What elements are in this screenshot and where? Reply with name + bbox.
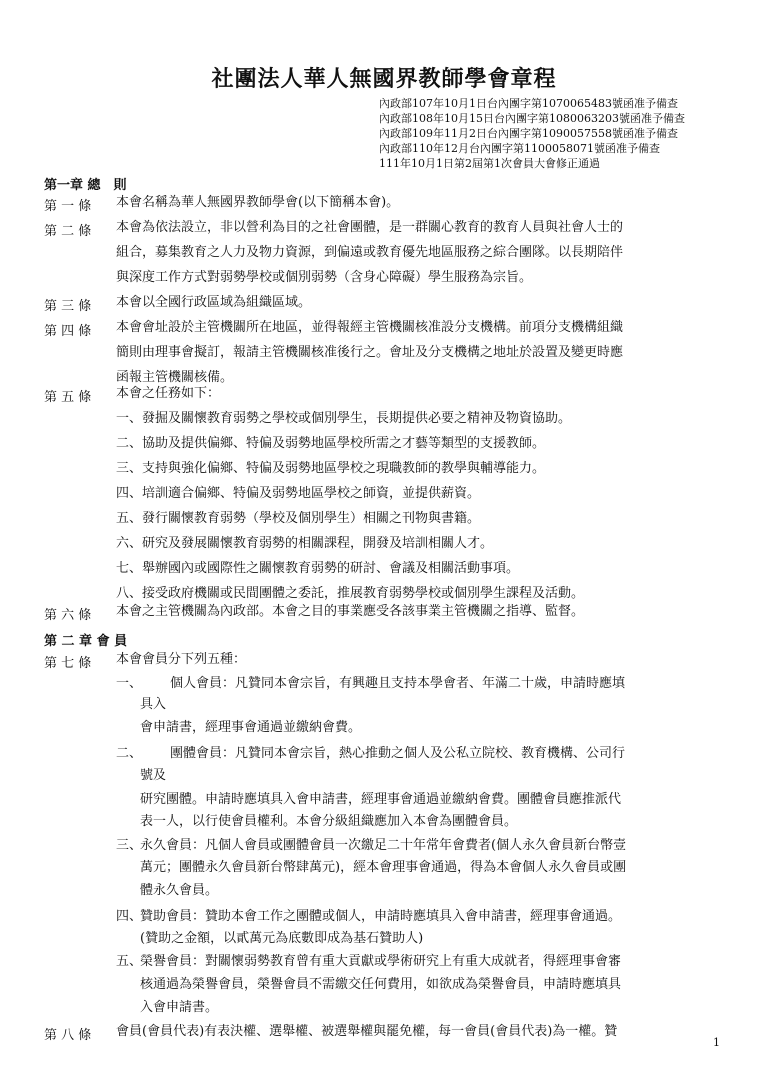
task-item: 一、發掘及關懷教育弱勢之學校或個別學生，長期提供必要之精神及物資協助。 xyxy=(116,411,572,426)
member-type-number: 四、 xyxy=(116,909,143,924)
member-type-text: 會申請書，經理事會通過並繳納會費。 xyxy=(140,720,362,735)
member-type-text: 榮譽會員：對關懷弱勢教育曾有重大貢獻或學術研究上有重大成就者，得經理事會審 xyxy=(140,954,622,969)
chapter-heading: 第一章 總 則 xyxy=(44,178,127,193)
article-text: 本會為依法設立，非以營利為目的之社會團體，是一群關心教育的教育人員與社會人士的 xyxy=(116,220,624,235)
article-label: 第 三 條 xyxy=(44,299,92,314)
member-type-text: 入會申請書。 xyxy=(140,1000,219,1015)
task-item: 五、發行關懷教育弱勢（學校及個別學生）相關之刊物與書籍。 xyxy=(116,511,481,526)
task-item: 六、研究及發展關懷教育弱勢的相關課程，開發及培訓相關人才。 xyxy=(116,536,494,551)
article-text: 本會之主管機關為內政部。本會之目的事業應受各該事業主管機關之指導、監督。 xyxy=(116,604,585,619)
task-item: 七、舉辦國內或國際性之關懷教育弱勢的研討、會議及相關活動事項。 xyxy=(116,561,520,576)
chapter-heading: 第 二 章 會 員 xyxy=(44,634,128,649)
member-type-text: 具入 xyxy=(140,697,167,712)
article-label: 第 四 條 xyxy=(44,324,92,339)
member-type-text: 萬元；團體永久會員新台幣肆萬元)，經本會理事會通過，得為本會個人永久會員或團 xyxy=(140,860,627,875)
article-text: 本會之任務如下： xyxy=(116,386,221,401)
member-type-number: 五、 xyxy=(116,954,143,969)
amendment-line: 內政部107年10月1日台內團字第1070065483號函准予備查 xyxy=(379,97,678,110)
article-label: 第 二 條 xyxy=(44,224,92,239)
member-type-number: 一、 xyxy=(116,676,143,691)
amendment-line: 內政部108年10月15日台內團字第1080063203號函准予備查 xyxy=(379,112,685,125)
member-type-number: 三、 xyxy=(116,838,143,853)
article-text: 會員(會員代表)有表決權、選舉權、被選舉權與罷免權，每一會員(會員代表)為一權。贊 xyxy=(116,1024,618,1039)
article-text: 本會以全國行政區域為組織區域。 xyxy=(116,295,312,310)
amendment-line: 內政部109年11月2日台內團字第1090057558號函准予備查 xyxy=(379,127,678,140)
task-item: 四、培訓適合偏鄉、特偏及弱勢地區學校之師資，並提供薪資。 xyxy=(116,486,481,501)
article-text: 本會名稱為華人無國界教師學會(以下簡稱本會)。 xyxy=(116,195,400,210)
member-type-text: 贊助會員：贊助本會工作之團體或個人，申請時應填具入會申請書，經理事會通過。 xyxy=(140,909,622,924)
member-type-text: (贊助之金額，以貳萬元為底數即成為基石贊助人) xyxy=(140,931,424,946)
article-text: 本會會員分下列五種： xyxy=(116,652,247,667)
amendment-history xyxy=(379,96,685,171)
member-type-number: 二、 xyxy=(116,746,143,761)
amendment-line: 111年10月1日第2屆第1次會員大會修正通過 xyxy=(379,157,600,170)
article-label: 第 六 條 xyxy=(44,608,92,623)
page-number: 1 xyxy=(713,1036,720,1049)
task-item: 八、接受政府機關或民間團體之委託，推展教育弱勢學校或個別學生課程及活動。 xyxy=(116,586,585,601)
article-text: 簡則由理事會擬訂，報請主管機關核准後行之。會址及分支機構之地址於設置及變更時應 xyxy=(116,345,624,360)
article-text: 與深度工作方式對弱勢學校或個別弱勢（含身心障礙）學生服務為宗旨。 xyxy=(116,270,533,285)
member-type-text: 核通過為榮譽會員，榮譽會員不需繳交任何費用，如欲成為榮譽會員，申請時應填具 xyxy=(140,977,622,992)
article-label: 第 八 條 xyxy=(44,1028,92,1043)
member-type-text: 表一人，以行使會員權利。本會分級組織應加入本會為團體會員。 xyxy=(140,814,518,829)
article-text: 組合，募集教育之人力及物力資源，到偏遠或教育優先地區服務之綜合團隊。以長期陪伴 xyxy=(116,245,624,260)
member-type-text: 永久會員：凡個人會員或團體會員一次繳足二十年常年會費者(個人永久會員新台幣壹 xyxy=(140,838,627,853)
article-text: 函報主管機關核備。 xyxy=(116,370,234,385)
member-type-text: 團體會員：凡贊同本會宗旨，熱心推動之個人及公私立院校、教育機構、公司行 xyxy=(170,746,626,761)
article-label: 第 五 條 xyxy=(44,390,92,405)
member-type-text: 個人會員：凡贊同本會宗旨，有興趣且支持本學會者、年滿二十歲，申請時應填 xyxy=(170,676,626,691)
member-type-text: 體永久會員。 xyxy=(140,883,219,898)
member-type-text: 號及 xyxy=(140,768,167,783)
article-label: 第 七 條 xyxy=(44,656,92,671)
task-item: 三、支持與強化偏鄉、特偏及弱勢地區學校之現職教師的教學與輔導能力。 xyxy=(116,461,546,476)
task-item: 二、協助及提供偏鄉、特偏及弱勢地區學校所需之才藝等類型的支援教師。 xyxy=(116,436,546,451)
article-text: 本會會址設於主管機關所在地區，並得報經主管機關核准設分支機構。前項分支機構組織 xyxy=(116,320,624,335)
article-label: 第 一 條 xyxy=(44,199,92,214)
amendment-line: 內政部110年12月台內團字第1100058071號函准予備查 xyxy=(379,142,660,155)
member-type-text: 研究團體。申請時應填具入會申請書，經理事會通過並繳納會費。團體會員應推派代 xyxy=(140,792,622,807)
document-title: 社團法人華人無國界教師學會章程 xyxy=(211,66,557,92)
